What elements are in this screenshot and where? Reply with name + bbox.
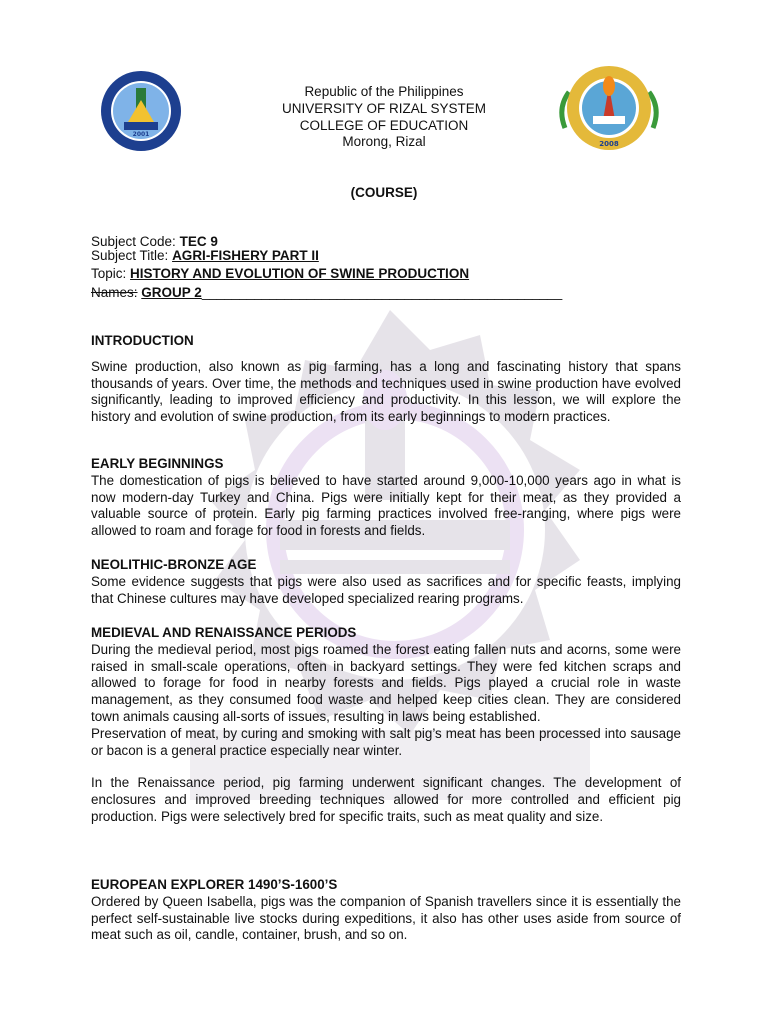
topic-value: HISTORY AND EVOLUTION OF SWINE PRODUCTION	[130, 266, 470, 281]
early-beginnings-body: The domestication of pigs is believed to have started around 9,000-10,000 years ago in what is now modern-day Turkey and China. Pigs were initially kept for their meat, as they provided a valuable source of protein. Early pig farming practices involved free-ranging, where pigs were allowed to roam and forage for food in forests and fields.	[91, 472, 681, 539]
header-republic: Republic of the Philippines	[304, 84, 464, 99]
neolithic-body: Some evidence suggests that pigs were also used as sacrifices and for specific feasts, implying that Chinese cultures may have developed specialized rearing programs.	[91, 573, 681, 606]
subject-title-label: Subject Title:	[91, 248, 169, 263]
names-label: Names:	[91, 285, 138, 300]
subject-code-label: Subject Code:	[91, 234, 176, 249]
course-title: (COURSE)	[350, 185, 418, 200]
left-logo-year: 2001	[132, 131, 150, 138]
early-beginnings-heading: EARLY BEGINNINGS	[91, 456, 224, 471]
neolithic-heading: NEOLITHIC-BRONZE AGE	[91, 557, 257, 572]
subject-code-value: TEC 9	[179, 234, 218, 249]
subject-code-row	[91, 234, 218, 249]
renaissance-body: In the Renaissance period, pig farming underwent significant changes. The development of enclosures and improved breeding techniques allowed for more controlled and efficient pig production. Pigs were selectively bred for specific traits, such as meat quality and size.	[91, 775, 681, 824]
subject-title-value: AGRI-FISHERY PART II	[172, 248, 319, 263]
names-row	[91, 285, 562, 300]
european-explorer-section	[91, 877, 681, 944]
names-underline: ________________________________________________	[201, 285, 563, 300]
header-college: COLLEGE OF EDUCATION	[299, 118, 469, 133]
medieval-heading: MEDIEVAL AND RENAISSANCE PERIODS	[91, 625, 357, 640]
names-value: GROUP 2	[141, 285, 202, 300]
early-beginnings-section	[91, 456, 681, 540]
european-explorer-heading: EUROPEAN EXPLORER 1490’S-1600’S	[91, 877, 338, 892]
introduction-section	[91, 333, 681, 426]
header-university: UNIVERSITY OF RIZAL SYSTEM	[281, 101, 487, 116]
medieval-body-2: Preservation of meat, by curing and smoking with salt pig’s meat has been processed into sausage or bacon is a general practice especially near winter.	[91, 725, 681, 758]
subject-title-row	[91, 248, 319, 263]
neolithic-section	[91, 557, 681, 607]
introduction-body: Swine production, also known as pig farming, has a long and fascinating history that spans thousands of years. Over time, the methods and techniques used in swine production have evolved significantly, leading to improved efficiency and productivity. In this lesson, we will explore the history and evolution of swine production, from its early beginnings to modern practices.	[91, 358, 681, 425]
european-explorer-body: Ordered by Queen Isabella, pigs was the companion of Spanish travellers since it is essentially the perfect self-sustainable live stocks during expeditions, it also has other uses aside from source of meat such as oil, candle, container, brush, and so on.	[91, 893, 681, 943]
introduction-heading: INTRODUCTION	[91, 333, 194, 348]
header-location: Morong, Rizal	[342, 134, 426, 149]
medieval-section	[91, 625, 681, 826]
topic-label: Topic:	[91, 266, 127, 281]
medieval-body-1: During the medieval period, most pigs roamed the forest eating fallen nuts and acorns, some were raised in small-scale operations, often in backyard settings. They were fed kitchen scraps and allowed to forage for food in nearby forests and fields. Pigs played a crucial role in waste management, as they consumed food waste and helped keep cities clean. They are considered town animals causing all-sorts of issues, resulting in laws being established.	[91, 641, 681, 724]
right-logo-year: 2008	[599, 140, 619, 148]
topic-row	[91, 266, 469, 281]
